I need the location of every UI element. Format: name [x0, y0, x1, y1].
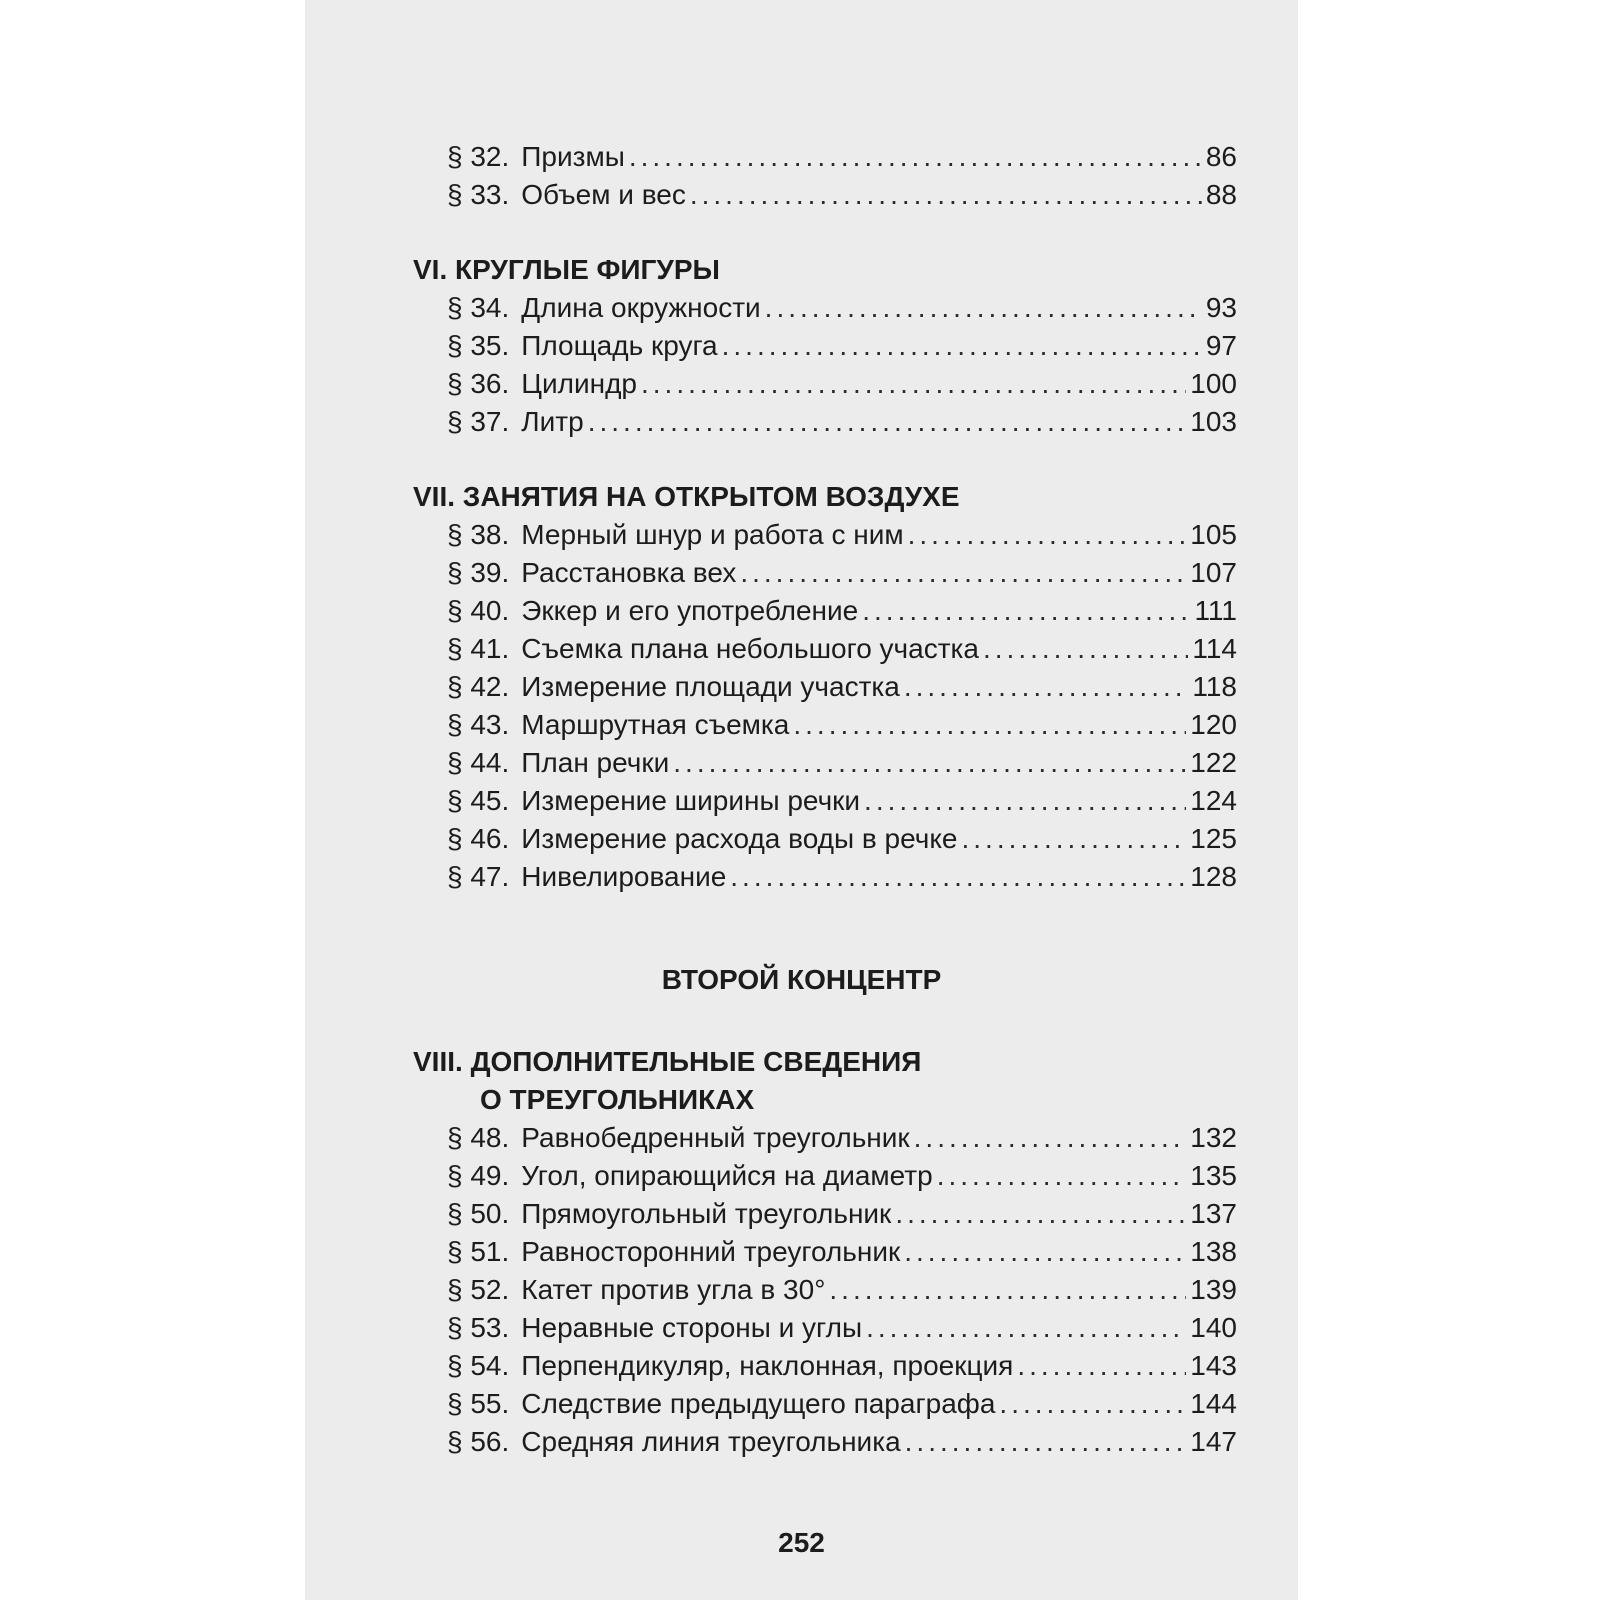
- dot-leader: [829, 1271, 1186, 1309]
- section-number: § 36.: [447, 368, 510, 399]
- page-ref: 144: [1190, 1388, 1237, 1419]
- section-title: Неравные стороны и углы: [521, 1312, 863, 1343]
- section-title: Объем и вес: [521, 179, 686, 210]
- dot-leader: [904, 668, 1189, 706]
- dot-leader: [914, 1119, 1187, 1157]
- chapter-heading: VIII. ДОПОЛНИТЕЛЬНЫЕ СВЕДЕНИЯ: [413, 1046, 922, 1077]
- page-ref: 139: [1190, 1274, 1237, 1305]
- section-title: Равносторонний треугольник: [521, 1236, 901, 1267]
- dot-leader: [793, 706, 1186, 744]
- page-ref: 138: [1190, 1236, 1237, 1267]
- page-ref: 93: [1205, 292, 1237, 323]
- chapter-heading: VII. ЗАНЯТИЯ НА ОТКРЫТОМ ВОЗДУХЕ: [413, 481, 960, 512]
- toc-entry: [447, 706, 1237, 744]
- section-number: § 46.: [447, 823, 510, 854]
- section-title: Равнобедренный треугольник: [521, 1122, 910, 1153]
- dot-leader: [641, 365, 1186, 403]
- dot-leader: [864, 782, 1186, 820]
- section-title: Цилиндр: [521, 368, 637, 399]
- section-number: § 49.: [447, 1160, 510, 1191]
- toc-entry: [447, 176, 1237, 214]
- section-number: § 39.: [447, 557, 510, 588]
- section-title: Площадь круга: [521, 330, 718, 361]
- page-ref: 125: [1190, 823, 1237, 854]
- section-title: План речки: [521, 747, 670, 778]
- book-page: [305, 0, 1298, 1600]
- toc-entry: [447, 365, 1237, 403]
- toc-entry: [447, 1233, 1237, 1271]
- toc-entry: [447, 1347, 1237, 1385]
- dot-leader: [937, 1157, 1187, 1195]
- section-number: § 32.: [447, 141, 510, 172]
- dot-leader: [740, 554, 1186, 592]
- page-ref: 88: [1205, 179, 1237, 210]
- toc-entry: [447, 1423, 1237, 1461]
- section-number: § 44.: [447, 747, 510, 778]
- page-ref: 132: [1190, 1122, 1237, 1153]
- section-number: § 43.: [447, 709, 510, 740]
- dot-leader: [588, 403, 1187, 441]
- page-ref: 105: [1190, 519, 1237, 550]
- section-title: Маршрутная съемка: [521, 709, 790, 740]
- toc-entry: [447, 138, 1237, 176]
- page-ref: 118: [1192, 671, 1237, 702]
- page-ref: 103: [1190, 406, 1237, 437]
- section-number: § 55.: [447, 1388, 510, 1419]
- dot-leader: [730, 858, 1186, 896]
- page-ref: 114: [1192, 633, 1237, 664]
- dot-leader: [999, 1385, 1186, 1423]
- toc-entry: [447, 1119, 1237, 1157]
- dot-leader: [862, 592, 1190, 630]
- toc-entry: [447, 1385, 1237, 1423]
- dot-leader: [908, 516, 1187, 554]
- section-title: Мерный шнур и работа с ним: [521, 519, 904, 550]
- toc-entry: [447, 516, 1237, 554]
- section-title: Литр: [521, 406, 584, 437]
- page-ref: 128: [1190, 861, 1237, 892]
- toc-entry: [447, 744, 1237, 782]
- page-ref: 143: [1190, 1350, 1237, 1381]
- toc-entry: [447, 1195, 1237, 1233]
- section-title: Измерение площади участка: [521, 671, 900, 702]
- page-ref: 135: [1190, 1160, 1237, 1191]
- section-title: Следствие предыдущего параграфа: [521, 1388, 996, 1419]
- dot-leader: [905, 1423, 1187, 1461]
- section-number: § 50.: [447, 1198, 510, 1229]
- section-number: § 45.: [447, 785, 510, 816]
- page-ref: 140: [1190, 1312, 1237, 1343]
- page-ref: 107: [1190, 557, 1237, 588]
- section-number: § 51.: [447, 1236, 510, 1267]
- toc-entry: [447, 630, 1237, 668]
- dot-leader: [765, 289, 1202, 327]
- section-title: Средняя линия треугольника: [521, 1426, 901, 1457]
- toc-entry: [447, 592, 1237, 630]
- section-number: § 37.: [447, 406, 510, 437]
- page-ref: 124: [1190, 785, 1237, 816]
- page-ref: 120: [1190, 709, 1237, 740]
- part-heading: ВТОРОЙ КОНЦЕНТР: [661, 964, 942, 995]
- chapter-heading: VI. КРУГЛЫЕ ФИГУРЫ: [413, 254, 720, 285]
- section-number: § 47.: [447, 861, 510, 892]
- chapter-heading-continued: О ТРЕУГОЛЬНИКАХ: [480, 1084, 755, 1115]
- dot-leader: [1017, 1347, 1186, 1385]
- section-number: § 52.: [447, 1274, 510, 1305]
- section-number: § 35.: [447, 330, 510, 361]
- section-number: § 42.: [447, 671, 510, 702]
- dot-leader: [962, 820, 1187, 858]
- toc-entry: [447, 668, 1237, 706]
- dot-leader: [866, 1309, 1186, 1347]
- toc-entry: [447, 289, 1237, 327]
- toc-entry: [447, 1157, 1237, 1195]
- dot-leader: [904, 1233, 1186, 1271]
- toc-entry: [447, 820, 1237, 858]
- section-title: Нивелирование: [521, 861, 727, 892]
- section-title: Эккер и его употребление: [521, 595, 859, 626]
- dot-leader: [673, 744, 1186, 782]
- page-ref: 111: [1194, 595, 1237, 626]
- toc-entry: [447, 554, 1237, 592]
- section-number: § 48.: [447, 1122, 510, 1153]
- page-ref: 122: [1190, 747, 1237, 778]
- section-title: Длина окружности: [521, 292, 761, 323]
- page-ref: 86: [1205, 141, 1237, 172]
- dot-leader: [629, 138, 1202, 176]
- section-title: Прямоугольный треугольник: [521, 1198, 892, 1229]
- page-ref: 100: [1190, 368, 1237, 399]
- page-ref: 97: [1205, 330, 1237, 361]
- toc-entry: [447, 327, 1237, 365]
- section-number: § 33.: [447, 179, 510, 210]
- section-number: § 41.: [447, 633, 510, 664]
- section-number: § 53.: [447, 1312, 510, 1343]
- section-title: Угол, опирающийся на диаметр: [521, 1160, 933, 1191]
- section-title: Съемка плана небольшого участка: [521, 633, 979, 664]
- toc-entry: [447, 858, 1237, 896]
- toc-entry: [447, 403, 1237, 441]
- section-title: Перпендикуляр, наклонная, проекция: [521, 1350, 1014, 1381]
- section-title: Расстановка вех: [521, 557, 737, 588]
- section-title: Измерение ширины речки: [521, 785, 861, 816]
- toc-entry: [447, 782, 1237, 820]
- dot-leader: [722, 327, 1202, 365]
- section-number: § 54.: [447, 1350, 510, 1381]
- dot-leader: [690, 176, 1202, 214]
- toc-entry: [447, 1309, 1237, 1347]
- page-ref: 147: [1190, 1426, 1237, 1457]
- section-title: Призмы: [521, 141, 625, 172]
- dot-leader: [895, 1195, 1186, 1233]
- toc-entry: [447, 1271, 1237, 1309]
- section-title: Измерение расхода воды в речке: [521, 823, 958, 854]
- dot-leader: [983, 630, 1188, 668]
- section-number: § 56.: [447, 1426, 510, 1457]
- page-ref: 137: [1190, 1198, 1237, 1229]
- section-number: § 38.: [447, 519, 510, 550]
- section-number: § 34.: [447, 292, 510, 323]
- section-title: Катет против угла в 30°: [521, 1274, 826, 1305]
- section-number: § 40.: [447, 595, 510, 626]
- page-number: 252: [778, 1527, 825, 1558]
